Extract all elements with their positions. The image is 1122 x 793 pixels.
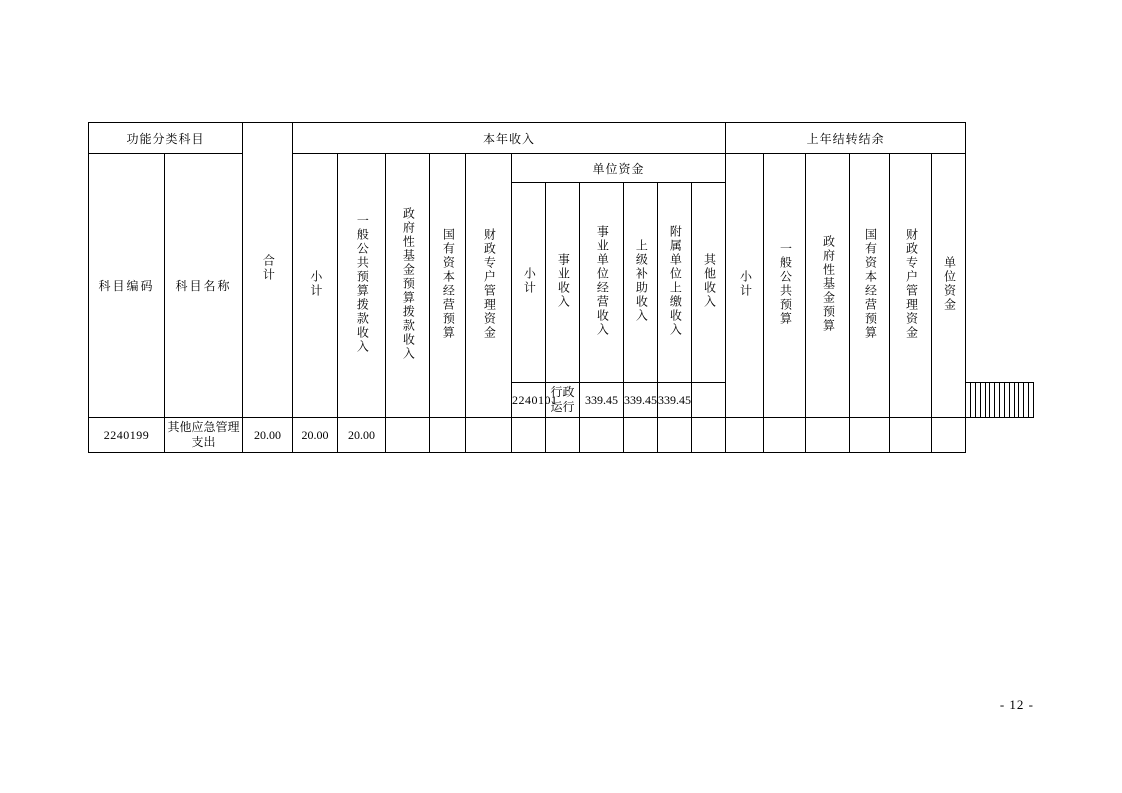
group-current-year-income: 本年收入 bbox=[293, 123, 726, 154]
budget-table-wrapper bbox=[88, 122, 1034, 453]
cell-business-income bbox=[546, 418, 580, 453]
header-row-groups bbox=[89, 123, 1034, 154]
col-fiscal-special-account-funds: 财政专户管理资金 bbox=[466, 154, 512, 418]
col-superior-subsidy-income: 上级补助收入 bbox=[624, 183, 658, 383]
cell-fiscal-special-account-funds bbox=[466, 418, 512, 453]
cell-affiliated-unit-contribution-income bbox=[658, 418, 692, 453]
col-state-capital-operating-budget: 国有资本经营预算 bbox=[430, 154, 466, 418]
col-carry-gov-fund-budget: 政府性基金预算 bbox=[806, 154, 850, 418]
cell-carry-general-public-budget bbox=[764, 418, 806, 453]
cell-gov-fund-budget-appropriation bbox=[692, 383, 726, 418]
cell-carry-state-capital-operating-budget bbox=[850, 418, 890, 453]
header-row-unitfunds bbox=[89, 154, 1034, 183]
cell-gov-fund-budget-appropriation bbox=[386, 418, 430, 453]
col-total: 合计 bbox=[243, 123, 293, 418]
cell-other-income bbox=[692, 418, 726, 453]
col-affiliated-unit-contribution-income: 附属单位上缴收入 bbox=[658, 183, 692, 383]
cell-total: 20.00 bbox=[243, 418, 293, 453]
cell-name: 行政运行 bbox=[546, 383, 580, 418]
col-gov-fund-budget-appropriation: 政府性基金预算拨款收入 bbox=[386, 154, 430, 418]
cell-subtotal: 20.00 bbox=[293, 418, 338, 453]
col-subtotal: 小计 bbox=[293, 154, 338, 418]
cell-code: 2240101 bbox=[512, 383, 546, 418]
cell-name: 其他应急管理支出 bbox=[165, 418, 243, 453]
cell-unit-subtotal bbox=[512, 418, 546, 453]
budget-table bbox=[88, 122, 1034, 453]
cell-general-public-budget-appropriation: 20.00 bbox=[338, 418, 386, 453]
cell-business-unit-operating-income bbox=[580, 418, 624, 453]
cell-carry-subtotal bbox=[726, 418, 764, 453]
group-prior-year-carryover: 上年结转结余 bbox=[726, 123, 966, 154]
col-business-income: 事业收入 bbox=[546, 183, 580, 383]
col-carry-fiscal-special-account-funds: 财政专户管理资金 bbox=[890, 154, 932, 418]
col-unit-subtotal: 小计 bbox=[512, 183, 546, 383]
cell-carry-gov-fund-budget bbox=[806, 418, 850, 453]
col-carry-general-public-budget: 一般公共预算 bbox=[764, 154, 806, 418]
col-carry-state-capital-operating-budget: 国有资本经营预算 bbox=[850, 154, 890, 418]
page-number: - 12 - bbox=[999, 697, 1034, 712]
cell-carry-unit-funds bbox=[932, 418, 966, 453]
col-general-public-budget-appropriation: 一般公共预算拨款收入 bbox=[338, 154, 386, 418]
col-carry-unit-funds: 单位资金 bbox=[932, 154, 966, 418]
table-row bbox=[89, 418, 1034, 453]
col-other-income: 其他收入 bbox=[692, 183, 726, 383]
group-unit-funds: 单位资金 bbox=[512, 154, 726, 183]
cell-carry-unit-funds bbox=[1029, 383, 1034, 418]
cell-state-capital-operating-budget bbox=[430, 418, 466, 453]
cell-subtotal: 339.45 bbox=[624, 383, 658, 418]
cell-code: 2240199 bbox=[89, 418, 165, 453]
col-carry-subtotal: 小计 bbox=[726, 154, 764, 418]
cell-total: 339.45 bbox=[580, 383, 624, 418]
cell-carry-fiscal-special-account-funds bbox=[890, 418, 932, 453]
col-name: 科目名称 bbox=[165, 154, 243, 418]
cell-general-public-budget-appropriation: 339.45 bbox=[658, 383, 692, 418]
col-business-unit-operating-income: 事业单位经营收入 bbox=[580, 183, 624, 383]
col-code: 科目编码 bbox=[89, 154, 165, 418]
cell-superior-subsidy-income bbox=[624, 418, 658, 453]
group-classification: 功能分类科目 bbox=[89, 123, 243, 154]
